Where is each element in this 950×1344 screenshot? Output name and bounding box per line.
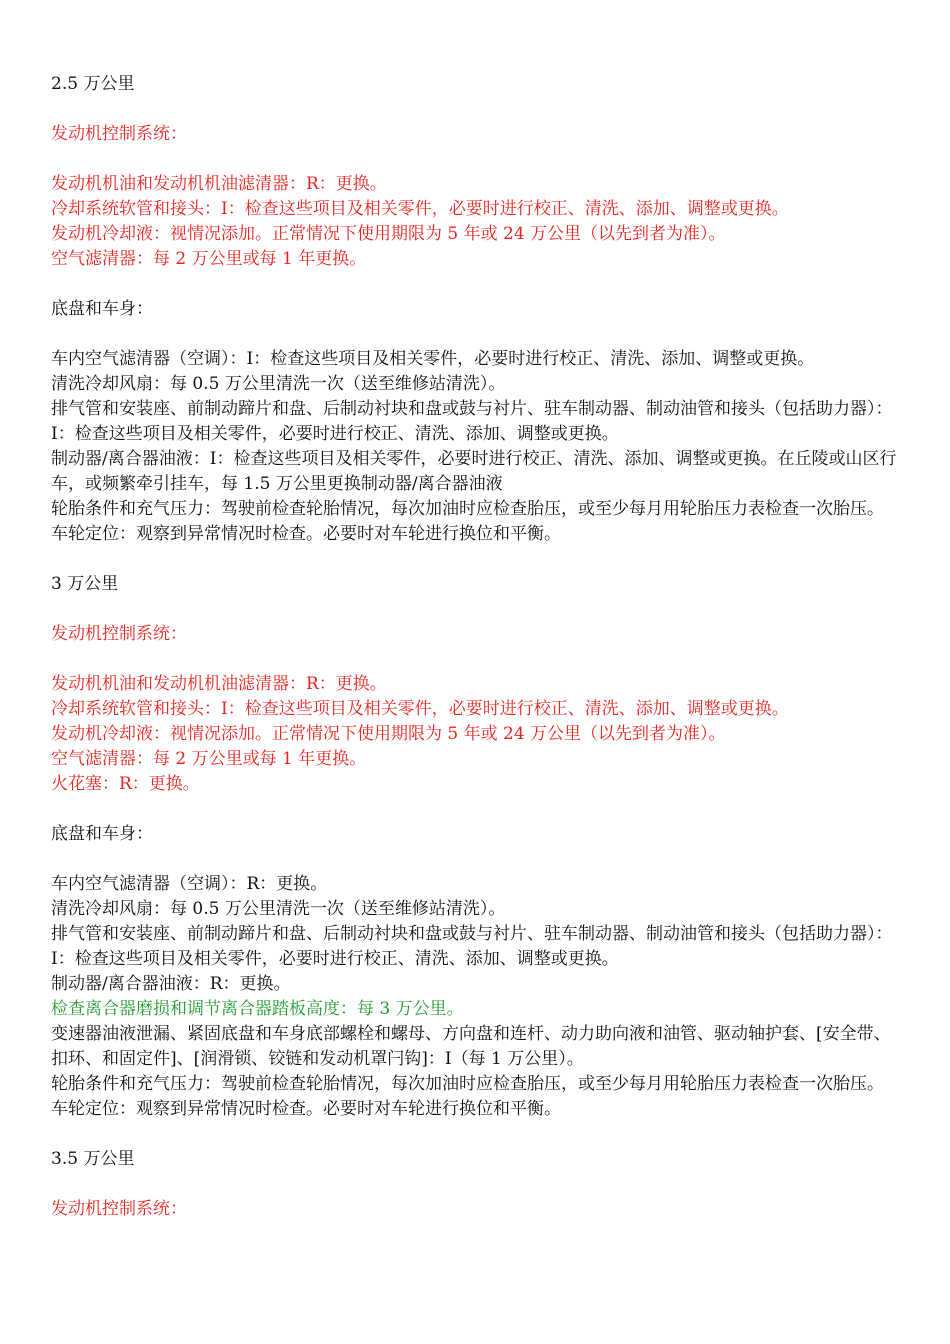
engine-item: 冷却系统软管和接头：I：检查这些项目及相关零件，必要时进行校正、清洗、添加、调整或更换。	[51, 699, 789, 719]
chassis-heading: 底盘和车身：	[51, 299, 153, 319]
chassis-item: 变速器油液泄漏、紧固底盘和车身底部螺栓和螺母、方向盘和连杆、动力助向液和油管、驱动轴护套、[安全带、扣环、和固定件]、[润滑锁、铰链和发动机罩闩钩]：I（每 1 万公里）。	[51, 1024, 891, 1069]
engine-item: 空气滤清器：每 2 万公里或每 1 年更换。	[51, 749, 367, 769]
section-heading-35k: 3.5 万公里	[51, 1149, 135, 1169]
chassis-item: 排气管和安装座、前制动蹄片和盘、后制动衬块和盘或鼓与衬片、驻车制动器、制动油管和接头（包括助力器）：I：检查这些项目及相关零件，必要时进行校正、清洗、添加、调整或更换。	[51, 924, 893, 969]
section-heading-25k: 2.5 万公里	[51, 74, 135, 94]
engine-item: 火花塞：R：更换。	[51, 774, 200, 794]
engine-item: 发动机冷却液：视情况添加。正常情况下使用期限为 5 年或 24 万公里（以先到者为准）。	[51, 724, 726, 744]
chassis-item: 清洗冷却风扇：每 0.5 万公里清洗一次（送至维修站清洗）。	[51, 374, 506, 394]
chassis-item: 清洗冷却风扇：每 0.5 万公里清洗一次（送至维修站清洗）。	[51, 899, 506, 919]
chassis-item: 排气管和安装座、前制动蹄片和盘、后制动衬块和盘或鼓与衬片、驻车制动器、制动油管和接头（包括助力器）：I：检查这些项目及相关零件，必要时进行校正、清洗、添加、调整或更换。	[51, 399, 893, 444]
chassis-heading: 底盘和车身：	[51, 824, 153, 844]
chassis-item: 轮胎条件和充气压力：驾驶前检查轮胎情况，每次加油时应检查胎压，或至少每月用轮胎压力表检查一次胎压。	[51, 1074, 884, 1094]
engine-control-heading: 发动机控制系统：	[51, 624, 187, 644]
chassis-item: 车内空气滤清器（空调）：I：检查这些项目及相关零件，必要时进行校正、清洗、添加、调整或更换。	[51, 349, 815, 369]
engine-item: 发动机机油和发动机机油滤清器：R：更换。	[51, 674, 387, 694]
section-heading-30k: 3 万公里	[51, 574, 119, 594]
engine-item: 空气滤清器：每 2 万公里或每 1 年更换。	[51, 249, 367, 269]
engine-control-heading: 发动机控制系统：	[51, 1199, 187, 1219]
clutch-check-item: 检查离合器磨损和调节离合器踏板高度：每 3 万公里。	[51, 999, 464, 1019]
chassis-item: 车内空气滤清器（空调）：R：更换。	[51, 874, 328, 894]
document-page	[51, 72, 901, 1222]
engine-item: 发动机机油和发动机机油滤清器：R：更换。	[51, 174, 387, 194]
chassis-item: 轮胎条件和充气压力：驾驶前检查轮胎情况，每次加油时应检查胎压，或至少每月用轮胎压力表检查一次胎压。	[51, 499, 884, 519]
chassis-item: 车轮定位：观察到异常情况时检查。必要时对车轮进行换位和平衡。	[51, 1099, 561, 1119]
engine-item: 发动机冷却液：视情况添加。正常情况下使用期限为 5 年或 24 万公里（以先到者为准）。	[51, 224, 726, 244]
chassis-item: 车轮定位：观察到异常情况时检查。必要时对车轮进行换位和平衡。	[51, 524, 561, 544]
chassis-item: 制动器/离合器油液：I：检查这些项目及相关零件，必要时进行校正、清洗、添加、调整或更换。在丘陵或山区行车，或频繁牵引挂车，每 1.5 万公里更换制动器/离合器油液	[51, 449, 897, 494]
chassis-item: 制动器/离合器油液：R：更换。	[51, 974, 291, 994]
engine-control-heading: 发动机控制系统：	[51, 124, 187, 144]
engine-item: 冷却系统软管和接头：I：检查这些项目及相关零件，必要时进行校正、清洗、添加、调整或更换。	[51, 199, 789, 219]
